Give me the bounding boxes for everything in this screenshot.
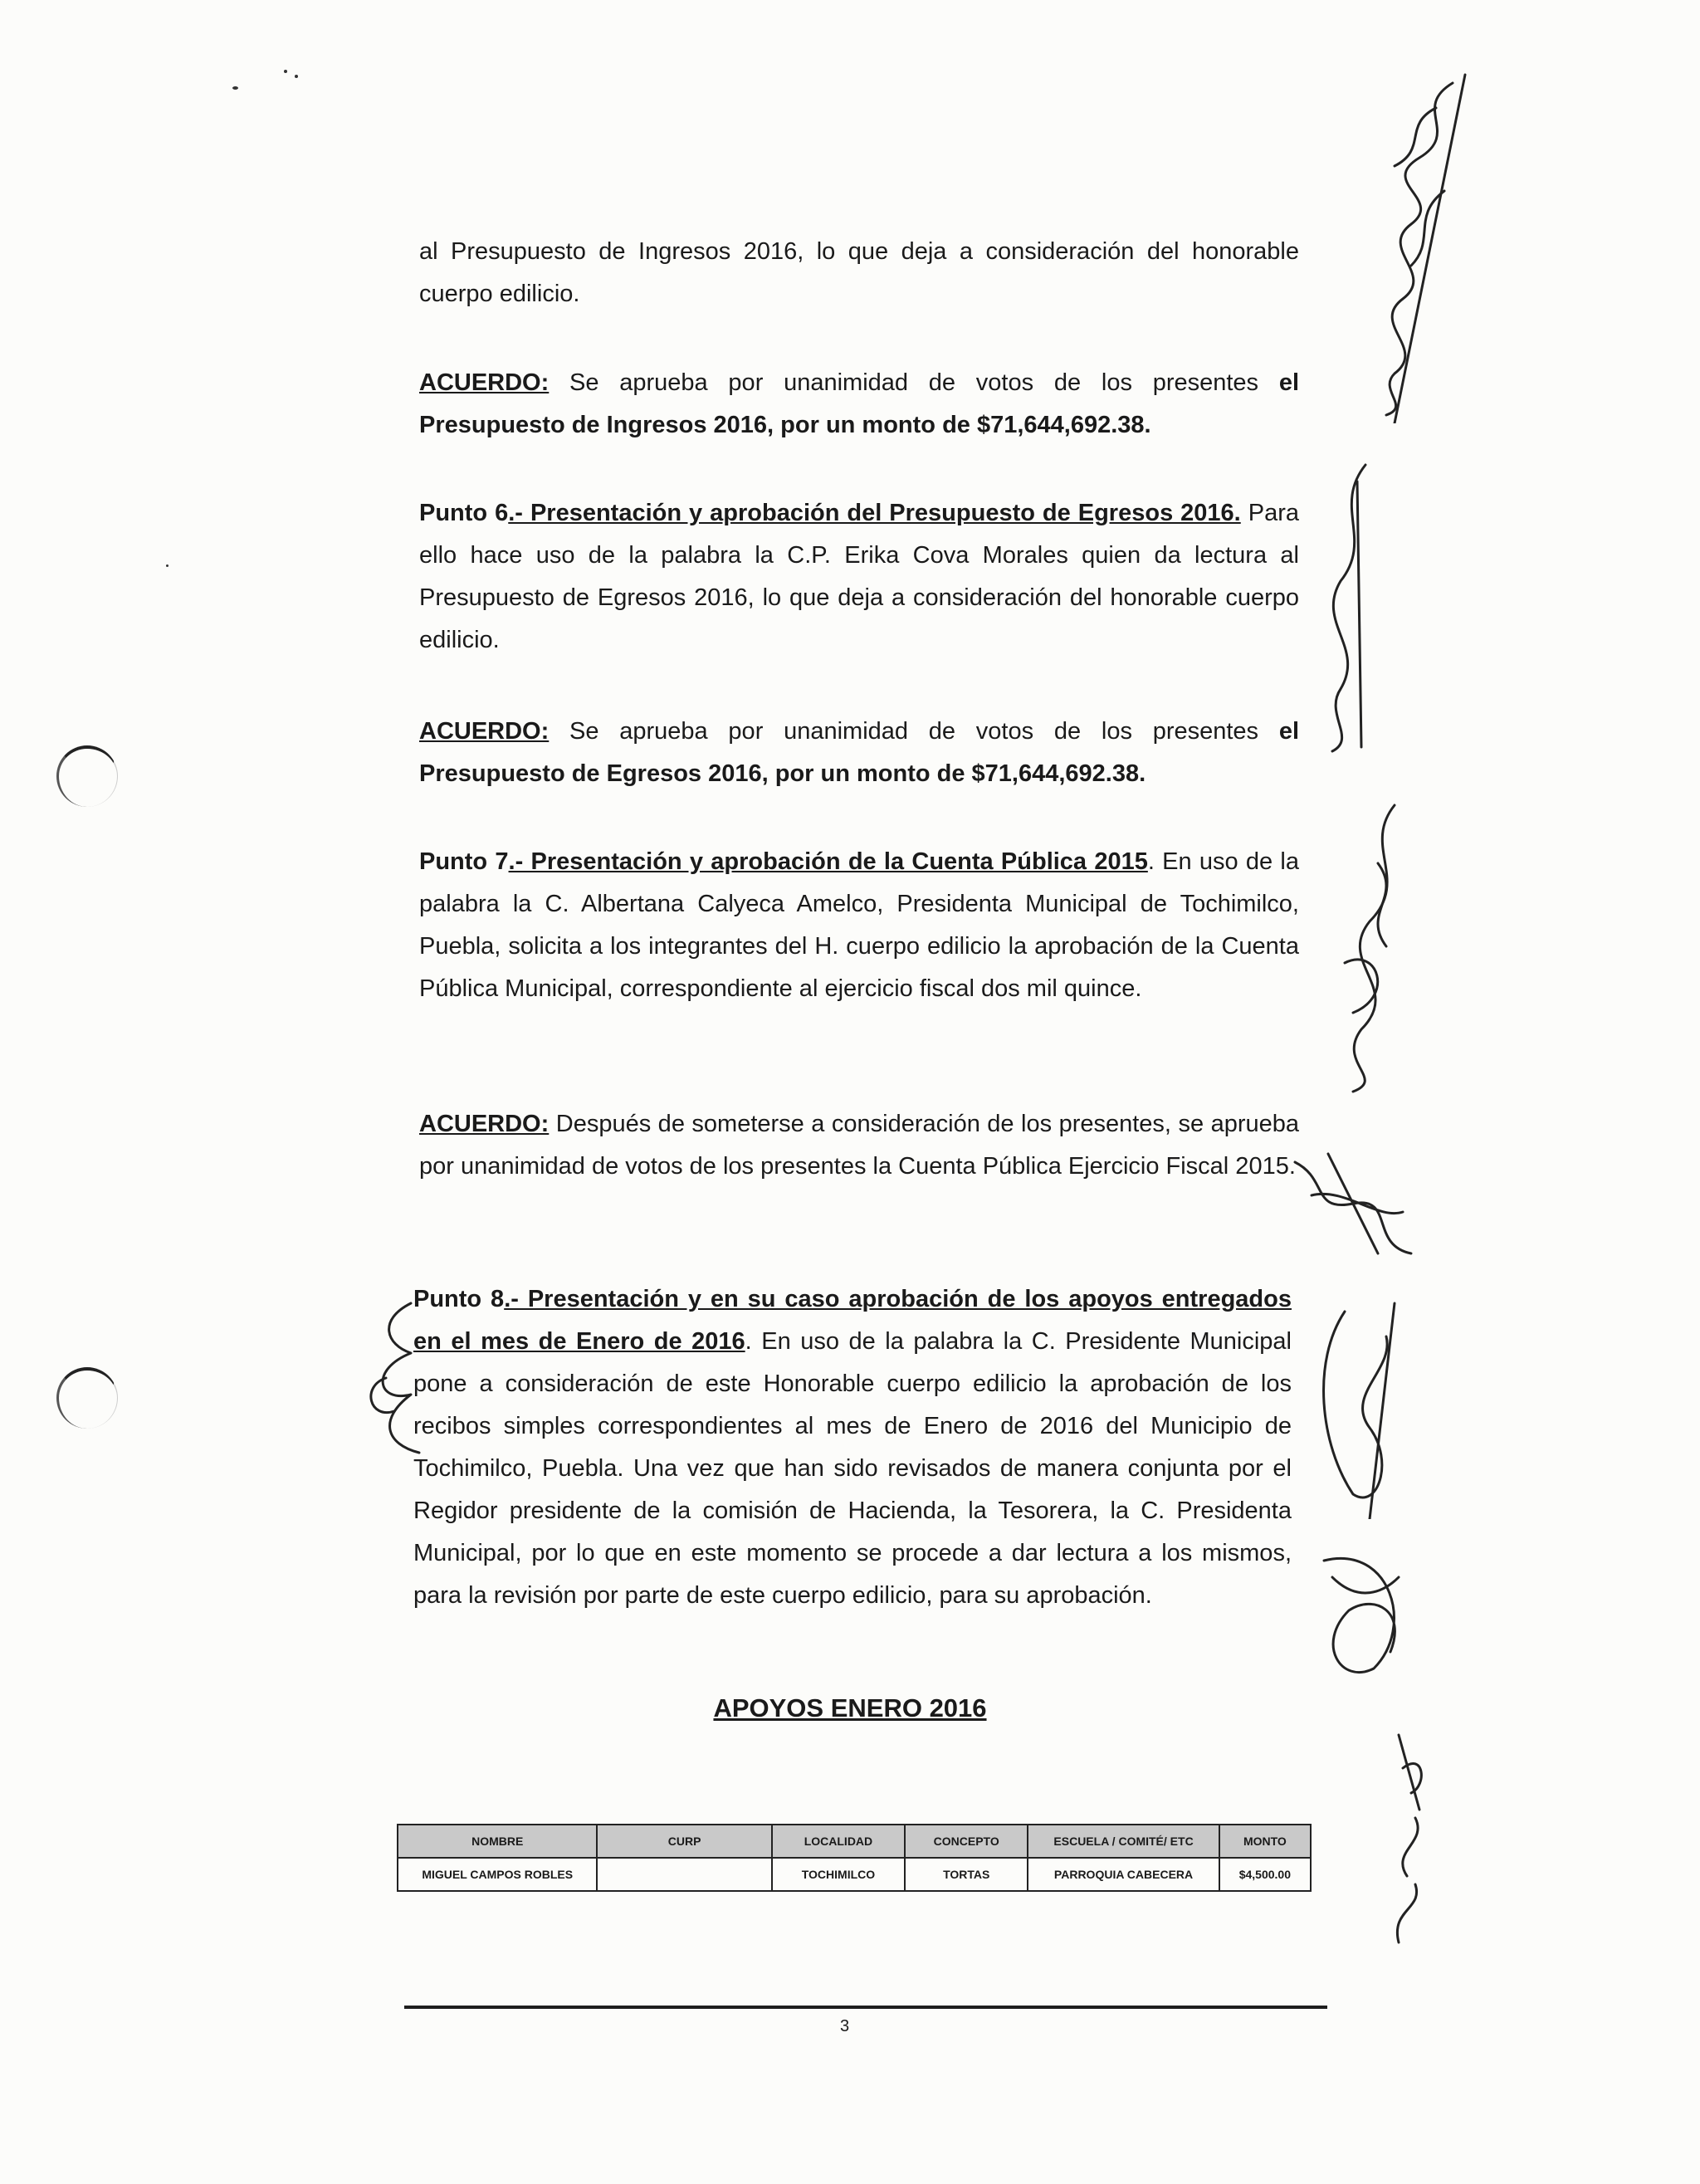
paragraph-ingresos-end: al Presupuesto de Ingresos 2016, lo que deja a consideración del honorable cuerpo edilicio. [419,238,1299,307]
acuerdo-ingresos: ACUERDO: Se aprueba por unanimidad de votos de los presentes el Presupuesto de Ingresos 2016, por un monto de $71,644,692.38. [419,369,1299,438]
table-title: APOYOS ENERO 2016 [713,1693,987,1722]
cell-monto: $4,500.00 [1219,1858,1311,1891]
cell-curp [597,1858,771,1891]
punto-7: Punto 7.- Presentación y aprobación de la Cuenta Pública 2015. En uso de la palabra la C. Albertana Calyeca Amelco, Presidenta Municipal de Tochimilco, Puebla, solicita a los integrantes del H. cuerpo edilicio la aprobación de la Cuenta Pública Municipal, correspondiente al ejercicio fiscal dos mil quince. [419,848,1299,1002]
signature-left-margin [361,1295,427,1461]
header-curp: CURP [597,1825,771,1858]
signature-handwritten-name [1382,1718,1440,1951]
acuerdo-label: ACUERDO: [419,1111,550,1137]
scan-speck [232,86,238,90]
signature-1 [1361,58,1469,423]
punto-6: Punto 6.- Presentación y aprobación del Presupuesto de Egresos 2016. Para ello hace uso de la palabra la C.P. Erika Cova Morales quien da lectura al Presupuesto de Egresos 2016, lo que deja a consideración del honorable cuerpo edilicio. [419,500,1299,653]
punch-hole [56,1367,118,1429]
cell-nombre: MIGUEL CAMPOS ROBLES [398,1858,597,1891]
punto-7-title: .- Presentación y aprobación de la Cuenta Pública 2015 [508,848,1148,875]
signature-4 [1278,1146,1428,1262]
scan-speck [166,564,169,567]
punto-6-title: .- Presentación y aprobación del Presupuesto de Egresos 2016. [508,500,1241,526]
signature-5 [1312,1295,1411,1519]
punto-8: Punto 8.- Presentación y en su caso aprobación de los apoyos entregados en el mes de Enero de 2016. En uso de la palabra la C. Presidente Municipal pone a consideración de este Honorable cuerpo edilicio la aprobación de los recibos simples correspondientes al mes de Enero de 2016 del Municipio de Tochimilco, Puebla. Una vez que han sido revisados de manera conjunta por el Regidor presidente de la comisión de Hacienda, la Tesorera, la C. Presidenta Municipal, por lo que en este momento se procede a dar lectura a los mismos, para la revisión por parte de este cuerpo edilicio, para su aprobación. [413,1286,1292,1609]
punto-8-title: .- Presentación y en su caso aprobación de los apoyos entregados en el mes de Enero de 2016 [413,1286,1292,1355]
acuerdo-egresos: ACUERDO: Se aprueba por unanimidad de votos de los presentes el Presupuesto de Egresos 2016, por un monto de $71,644,692.38. [419,718,1299,787]
acuerdo-label: ACUERDO: [419,718,550,745]
apoyos-table [397,1824,1312,1892]
header-concepto: CONCEPTO [905,1825,1028,1858]
cell-escuela: PARROQUIA CABECERA [1028,1858,1219,1891]
page-number: 3 [840,2017,850,2035]
signature-3 [1328,797,1419,1096]
signature-6 [1307,1544,1415,1685]
cell-concepto: TORTAS [905,1858,1028,1891]
scan-speck [284,70,287,73]
cell-localidad: TOCHIMILCO [772,1858,905,1891]
table-header-row [398,1825,1311,1858]
signature-2 [1316,457,1382,755]
punch-hole [56,745,118,807]
header-monto: MONTO [1219,1825,1311,1858]
header-localidad: LOCALIDAD [772,1825,905,1858]
footer-rule [404,2006,1327,2009]
header-escuela: ESCUELA / COMITÉ/ ETC [1028,1825,1219,1858]
scan-speck [295,75,298,78]
acuerdo-label: ACUERDO: [419,369,550,396]
acuerdo-cuenta-publica: ACUERDO: Después de someterse a consideración de los presentes, se aprueba por unanimidad de votos de los presentes la Cuenta Pública Ejercicio Fiscal 2015. [419,1111,1299,1180]
header-nombre: NOMBRE [398,1825,597,1858]
table-row [398,1858,1311,1891]
